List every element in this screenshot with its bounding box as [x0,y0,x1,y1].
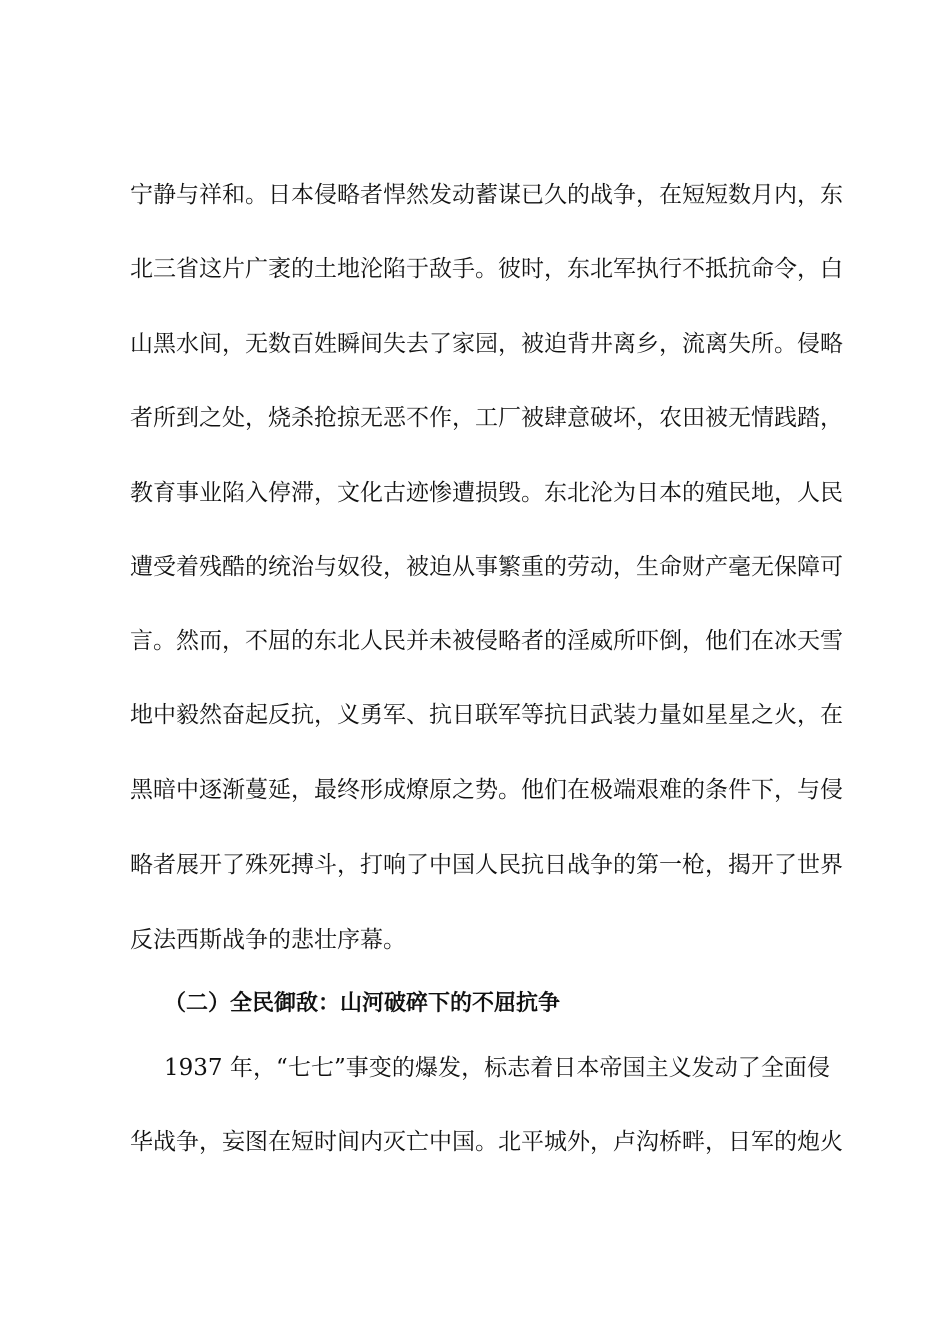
text-line: 1937 年，“七七”事变的爆发，标志着日本帝国主义发动了全面侵 [164,1055,830,1081]
text-line: 地中毅然奋起反抗，义勇军、抗日联军等抗日武装力量如星星之火，在 [130,702,843,728]
text-line: 遭受着残酷的统治与奴役，被迫从事繁重的劳动，生命财产毫无保障可 [130,554,843,580]
text-line: 反法西斯战争的悲壮序幕。 [130,927,406,953]
text-line: 黑暗中逐渐蔓延，最终形成燎原之势。他们在极端艰难的条件下，与侵 [130,777,843,803]
text-line: 者所到之处，烧杀抢掠无恶不作，工厂被肆意破坏，农田被无情践踏， [130,405,843,431]
text-line: 宁静与祥和。日本侵略者悍然发动蓄谋已久的战争，在短短数月内，东 [130,182,843,208]
text-line: 北三省这片广袤的土地沦陷于敌手。彼时，东北军执行不抵抗命令，白 [130,256,843,282]
section-heading: （二）全民御敌：山河破碎下的不屈抗争 [164,991,561,1016]
text-line: 教育事业陷入停滞，文化古迹惨遭损毁。东北沦为日本的殖民地，人民 [130,480,843,506]
text-line: 言。然而，不屈的东北人民并未被侵略者的淫威所吓倒，他们在冰天雪 [130,628,843,654]
text-line: 略者展开了殊死搏斗，打响了中国人民抗日战争的第一枪，揭开了世界 [130,852,843,878]
text-line: 华战争，妄图在短时间内灭亡中国。北平城外，卢沟桥畔，日军的炮火 [130,1129,843,1155]
text-line: 山黑水间，无数百姓瞬间失去了家园，被迫背井离乡，流离失所。侵略 [130,331,843,357]
